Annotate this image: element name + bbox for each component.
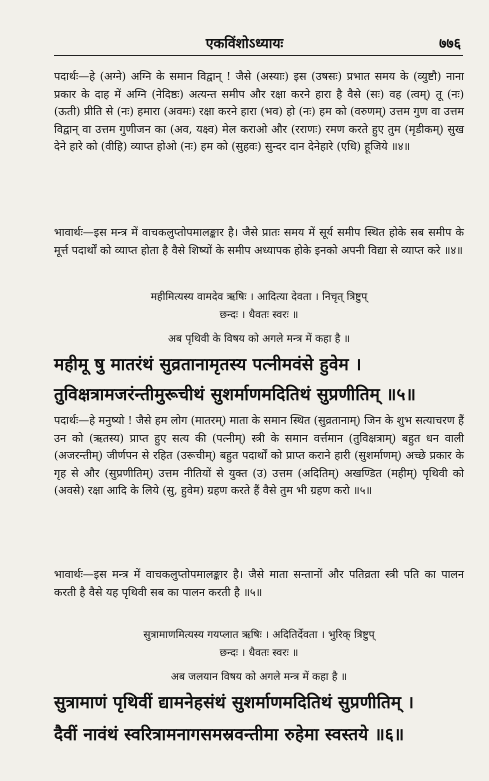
- padartha-paragraph-5: पदार्थः—हे मनुष्यो ! जैसे हम लोग (मातरम्) माता के समान स्थित (सुव्रतानाम्) जिन के शुभ सत्याचरण हैं उन को (ऋतस्य) प्राप्त हुए सत्य की (पत्नीम्) स्त्री के समान वर्त्तमान (तुविक्षत्राम्) बहुत धन वाली (अजरन्तीम्) जीर्णपन से रहित (उरूचीम्) बहुत पदार्थों को प्राप्त कराने हारी (सुशर्माणम्) अच्छे प्रकार के गृह से और (सुप्रणीतिम्) उत्तम नीतियों से युक्त (उ) उत्तम (अदितिम्) अखण्डित (महीम्) पृथिवी को (अवसे) रक्षा आदि के लिये (सु, हुवेम) ग्रहण करते हैं वैसे तुम भी ग्रहण करो ॥५॥: [54, 414, 464, 497]
- header-rule: [54, 55, 463, 56]
- mantra-intro-5: अब पृथिवी के विषय को अगले मन्त्र में कहा है ॥: [168, 333, 350, 345]
- mantra-5-line-2: तुविक्षत्रामजरंन्तीमुरूचीथं सुशर्माणमदितिथं सुप्रणीतिम् ॥५॥: [54, 385, 416, 405]
- rishi-line-5: महीमित्यस्य वामदेव ऋषिः । आदित्या देवता । निचृत् त्रिष्टुप्: [150, 291, 368, 303]
- mantra-6-line-2: दैवीं नावंथं स्वरित्रामनागसमस्रवन्तीमा रुहेमा स्वस्तये ॥६॥: [54, 725, 405, 745]
- bhavartha-paragraph-4: भावार्थः—इस मन्त्र में वाचकलुप्तोपमालङ्कार है। जैसे प्रातः समय में सूर्य समीप स्थित होके सब समीप के मूर्त्त पदार्थों को व्याप्त होता है वैसे शिष्यों के समीप अध्यापक होके इनको अपनी विद्या से व्याप्त करे ॥४॥: [54, 226, 464, 257]
- padartha-paragraph-4: पदार्थः—हे (अग्ने) अग्नि के समान विद्वान् ! जैसे (अस्याः) इस (उषसः) प्रभात समय के (व्युष्टौ) नाना प्रकार के दाह में अग्नि (नेदिष्ठः) अत्यन्त समीप और रक्षा करने हारा है वैसे (सः) वह (त्वम्) तू (नः) (ऊती) प्रीति से (नः) हमारा (अवमः) रक्षा करने हारा (भव) हो (नः) हम को (वरुणम्) उत्तम गुण वा उत्तम विद्वान् वा उत्तम गुणीजन का (अव, यक्ष्व) मेल कराओ और (रराणः) रमण करते हुए तुम (मृडीकम्) सुख देने हारे को (वीहि) व्याप्त होओ (नः) हम को (सुहवः) सुन्दर दान देनेहारे (एधि) हूजिये ॥४॥: [54, 70, 464, 153]
- mantra-5-line-1: महीमू षु मातरंथं सुव्रतानामृतस्य पत्नीमवंसे हुवेम ।: [54, 355, 362, 375]
- chanda-line-5: छन्दः । धैवतः स्वरः ॥: [219, 309, 299, 321]
- page-header: [0, 34, 489, 54]
- bhavartha-paragraph-5: भावार्थः—इस मन्त्र में वाचकलुप्तोपमालङ्कार है। जैसे माता सन्तानों और पतिव्रता स्त्री पति का पालन करती है वैसे यह पृथिवी सब का पालन करती है ॥५॥: [54, 568, 464, 599]
- mantra-6-line-1: सुत्रामाणं पृथिवीं द्यामनेहसंथं सुशर्माणमदितिथं सुप्रणीतिम् ।: [54, 693, 415, 713]
- chapter-title: एकविंशोऽध्यायः: [205, 36, 284, 52]
- chanda-line-6: छन्दः । धैवतः स्वरः ॥: [219, 647, 299, 659]
- page-number: ७७६: [439, 36, 461, 52]
- mantra-intro-6: अब जलयान विषय को अगले मन्त्र में कहा है ॥: [170, 671, 348, 683]
- rishi-line-6: सुत्रामाणमित्यस्य गयप्लात ऋषिः । अदितिर्देवता । भुरिक् त्रिष्टुप्: [143, 629, 375, 641]
